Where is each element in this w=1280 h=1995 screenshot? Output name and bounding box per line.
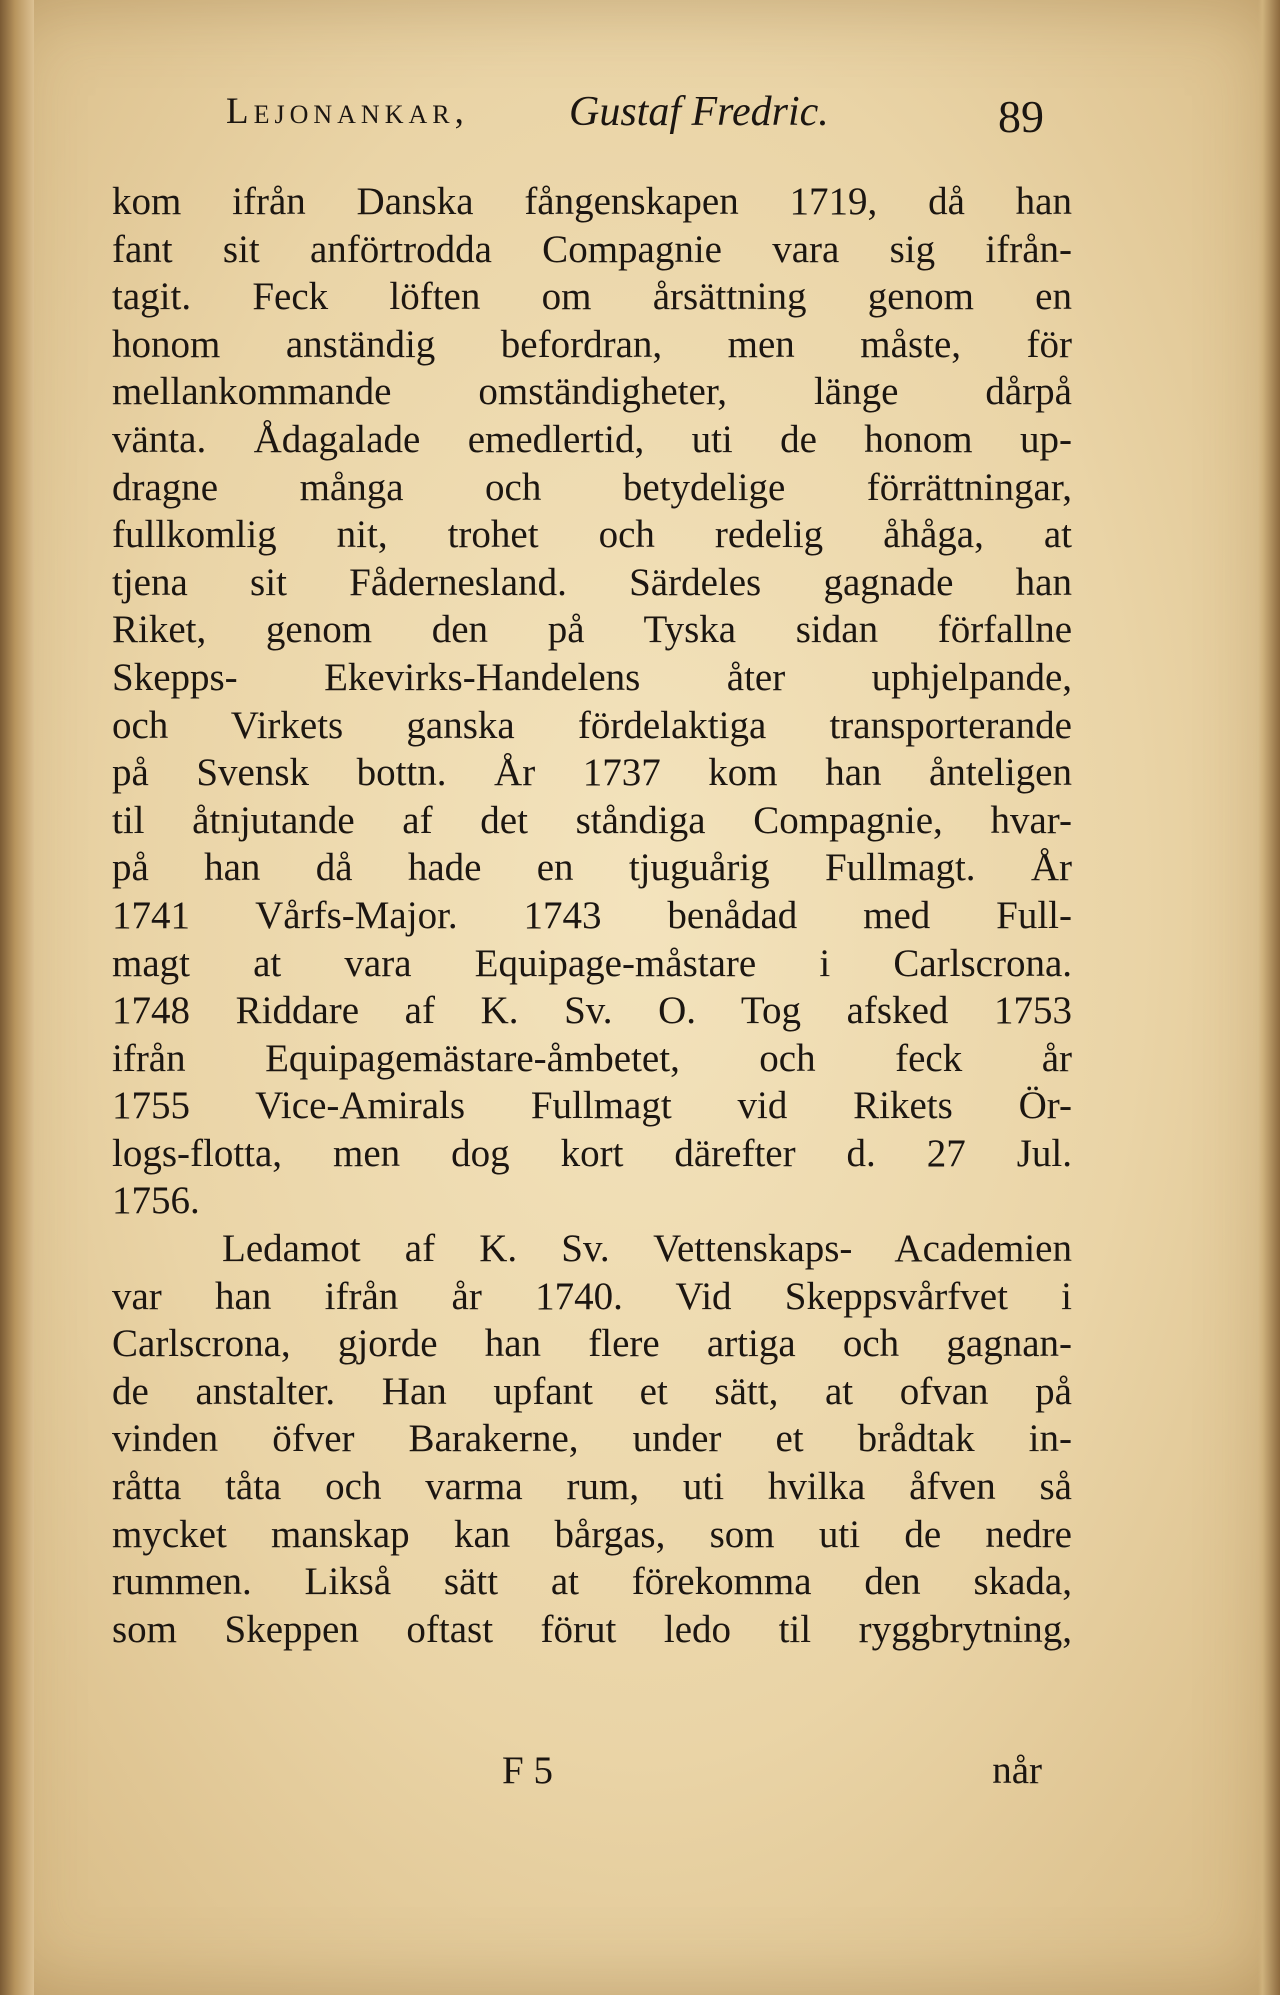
text-line: var han ifrån år 1740. Vid Skeppsvårfvet i [112, 1274, 1072, 1318]
page-edge-shadow [1258, 0, 1280, 1995]
text-line: mycket manskap kan bårgas, som uti de nedre [112, 1512, 1072, 1556]
text-line: honom anständig befordran, men måste, för [112, 322, 1072, 366]
page-number: 89 [998, 91, 1044, 142]
text-line: ifrån Equipagemästare-åmbetet, och feck år [112, 1036, 1072, 1080]
text-line: 1755 Vice-Amirals Fullmagt vid Rikets Ör- [112, 1084, 1072, 1128]
running-head-given-name: Gustaf Fredric. [569, 89, 829, 135]
text-line: som Skeppen oftast förut ledo til ryggbrytning, [112, 1607, 1072, 1651]
text-line: vinden öfver Barakerne, under et brådtak in- [112, 1417, 1072, 1461]
text-line: rummen. Likså sätt at förekomma den skada, [112, 1560, 1072, 1604]
text-line: Skepps- Ekevirks-Handelens åter uphjelpande, [112, 655, 1072, 699]
text-line: tjena sit Fådernesland. Särdeles gagnade han [112, 560, 1072, 604]
text-line: och Virkets ganska fördelaktiga transporterande [112, 703, 1072, 747]
text-line: de anstalter. Han upfant et sätt, at ofvan på [112, 1369, 1072, 1413]
text-line: tagit. Feck löften om årsättning genom en [112, 275, 1072, 319]
running-head-surname: Lejonankar, [226, 91, 469, 132]
text-line: fullkomlig nit, trohet och redelig åhåga, at [112, 513, 1072, 557]
running-head [226, 80, 1086, 140]
catchword: når [992, 1749, 1042, 1792]
text-line: på Svensk bottn. År 1737 kom han ånteligen [112, 751, 1072, 795]
text-line: kom ifrån Danska fångenskapen 1719, då han [112, 180, 1072, 223]
text-line: til åtnjutande af det ståndiga Compagnie, hvar- [112, 798, 1072, 842]
text-line: mellankommande omständigheter, länge dårpå [112, 370, 1072, 414]
body-text [112, 178, 1072, 1653]
text-line: på han då hade en tjuguårig Fullmagt. År [112, 846, 1072, 890]
text-line: fant sit anförtrodda Compagnie vara sig ifrån- [112, 227, 1072, 271]
text-line: vänta. Ådagalade emedlertid, uti de honom up- [112, 417, 1072, 461]
page-footer [112, 1748, 1072, 1800]
text-line: Carlscrona, gjorde han flere artiga och gagnan- [112, 1322, 1072, 1366]
text-line-paragraph-start: Ledamot af K. Sv. Vettenskaps- Academien [222, 1227, 1072, 1271]
text-line: Riket, genom den på Tyska sidan förfallne [112, 608, 1072, 652]
text-line: 1741 Vårfs-Major. 1743 benådad med Full- [112, 893, 1072, 937]
text-line: 1748 Riddare af K. Sv. O. Tog afsked 1753 [112, 989, 1072, 1033]
text-line: magt at vara Equipage-måstare i Carlscrona. [112, 941, 1072, 985]
signature-mark: F 5 [502, 1749, 553, 1792]
text-line: råtta tåta och varma rum, uti hvilka åfven så [112, 1465, 1072, 1509]
page-gutter-shadow [0, 0, 34, 1995]
text-line: dragne många och betydelige förrättningar, [112, 465, 1072, 509]
text-line: 1756. [112, 1179, 200, 1223]
text-line: logs-flotta, men dog kort därefter d. 27 Jul. [112, 1131, 1072, 1175]
